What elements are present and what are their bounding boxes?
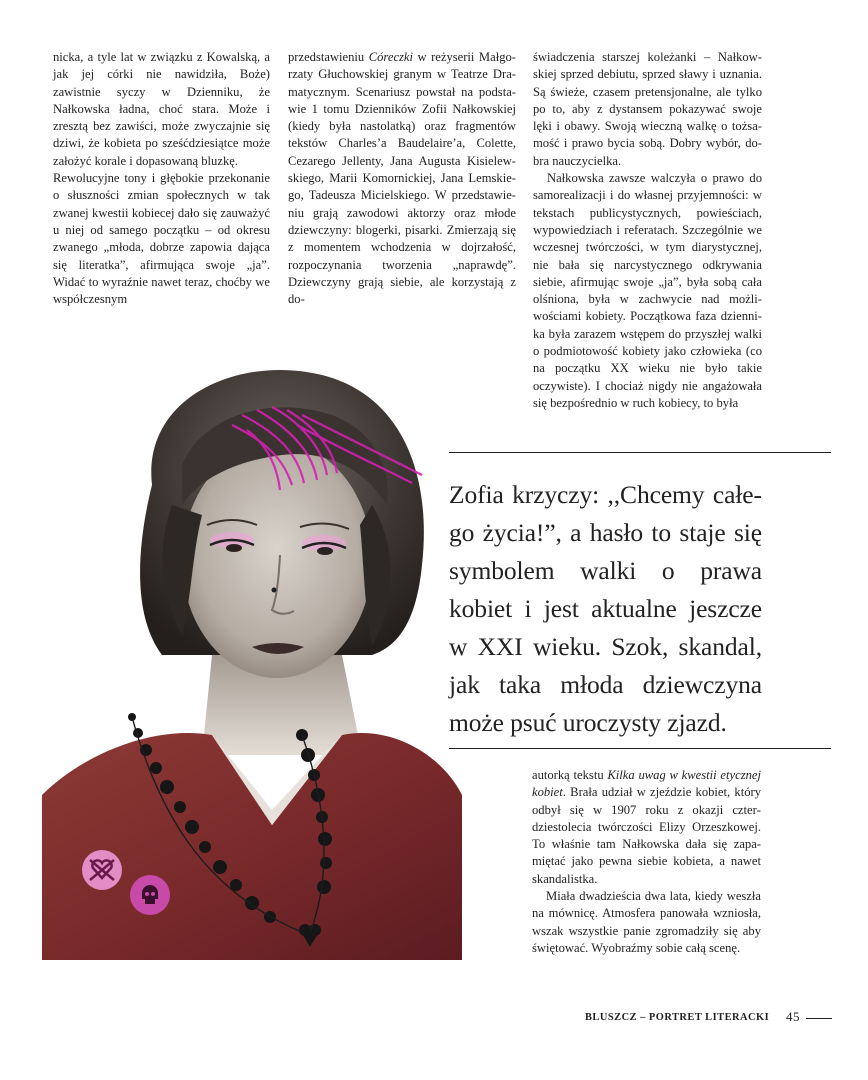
paragraph	[532, 767, 761, 888]
text-run: autorką tekstu	[532, 768, 608, 782]
pull-quote-bottom-rule	[449, 748, 831, 749]
heart-crossbones-icon	[82, 850, 122, 890]
skull-icon	[130, 875, 170, 915]
heart-crossbones-glyph	[82, 850, 122, 890]
skull-glyph	[130, 875, 170, 915]
text-column-1	[53, 49, 270, 308]
pull-quote: Zofia krzyczy: ,,Chcemy całego życia!”, a hasło to staje się symbolem walki o prawa kobiet i jest aktualne jeszcze w XXI wieku. Szok, skandal, jak taka młoda dziewczyna może psuć uroczysty zjazd.	[449, 480, 762, 737]
page-number: 45	[786, 1009, 800, 1024]
portrait-photo	[42, 355, 462, 960]
paragraph: Miała dwadzieścia dwa lata, kiedy weszła na mównicę. Atmosfera panowała wzniosła, wszak wszystkie panie zgromadziły się aby świętować. Wyobraźmy sobie całą scenę.	[532, 889, 761, 955]
text-run: . Brała udział w zjeździe kobiet, który odbył się w 1907 roku z okazji czterdziestolecia twórczości Elizy Orzeszkowej. To właśnie tam Nałkowska dała się zapamiętać jako pewna siebie kobieta, a nawet skandalistka.	[532, 785, 761, 886]
text-column-4	[532, 767, 761, 957]
text-column-2	[288, 49, 516, 308]
paragraph: świadczenia starszej koleżanki – Nałkowskiej sprzed debiutu, sprzed sławy i uznania. Są świeże, czasem pretensjonalne, ale tylko po to, aby z dystansem pokazywać swoje lęki i obawy. Swoją wieczną walkę o tożsamość i prawo bycia sobą. Dobry wybór, dobra nauczycielka.	[533, 50, 762, 168]
running-footer: BLUSZCZ – PORTRET LITERACKI	[585, 1012, 770, 1023]
paragraph: Nałkowska zawsze walczyła o prawo do samorealizacji i do własnej przyjemności: w tekstach publicystycznych, powieściach, wypowiedziach i referatach. Szczególnie we wczesnej twórczości, w tym diarystycznej, nie bała się narcystycznego odkrywania siebie, afirmując swoje „ja”, była sobą cała olśniona, była w zachwycie nad możliwościami kobiety. Początkowa faza dziennika była zarazem wstępem do przyszłej walki o podmiotowość kobiety jako człowieka (co na początku XX wieku nie było takie oczywiste). I chociaż nigdy nie angażowała się bezpośrednio w ruch kobiecy, to była	[533, 171, 762, 410]
footer-rule	[806, 1018, 832, 1019]
title-italic: Kilka uwag w kwestii etycznej kobiet	[532, 768, 761, 800]
paragraph: nicka, a tyle lat w związku z Kowalską, a jak jej córki nie nawidziła, Boże) zawistnie syczy w Dzienniku, że Nałkowska ładna, choć stara. Może i zresztą bez zawiści, może zwyczajnie się dziwi, że kobieta po sześćdziesiątce może założyć korale i dopasowaną bluzkę.	[53, 50, 270, 168]
text-run: przedstawieniu	[288, 50, 369, 64]
text-run: w reżyserii Małgorzaty Głuchowskiej granym w Teatrze Dramatycznym. Scenariusz powstał na podstawie 1 tomu Dzienników Zofii Nałkowskiej (kiedy była nastolatką) oraz fragmentów tekstów Charles’a Baudelaire’a, Colette, Cezarego Jellenty, Jana Augusta Kisielewskiego, Marii Komornickiej, Jana Lemskiego, Tadeusza Micielskiego. W przedstawieniu grają zawodowi aktorzy oraz młode dziewczyny: blogerki, pisarki. Zmierzają się z momentem wchodzenia w dojrzałość, rozpoczynania tworzenia „naprawdę”. Dziewczyny grają siebie, ale korzystają z do-	[288, 50, 516, 307]
paragraph	[288, 49, 516, 308]
pull-quote-top-rule	[449, 452, 831, 453]
text-column-3	[533, 49, 762, 412]
title-italic: Córeczki	[368, 50, 414, 64]
paragraph: Rewolucyjne tony i głębokie przekonanie o słuszności zmian społecznych w tak zwanej kwestii kobiecej dało się zauważyć u niej od samego początku – od okresu zwanego „młoda, dobrze zapowia dająca się literatka”, afirmująca swoje „ja”. Widać to wyraźnie nawet teraz, choćby we współczesnym	[53, 171, 270, 307]
